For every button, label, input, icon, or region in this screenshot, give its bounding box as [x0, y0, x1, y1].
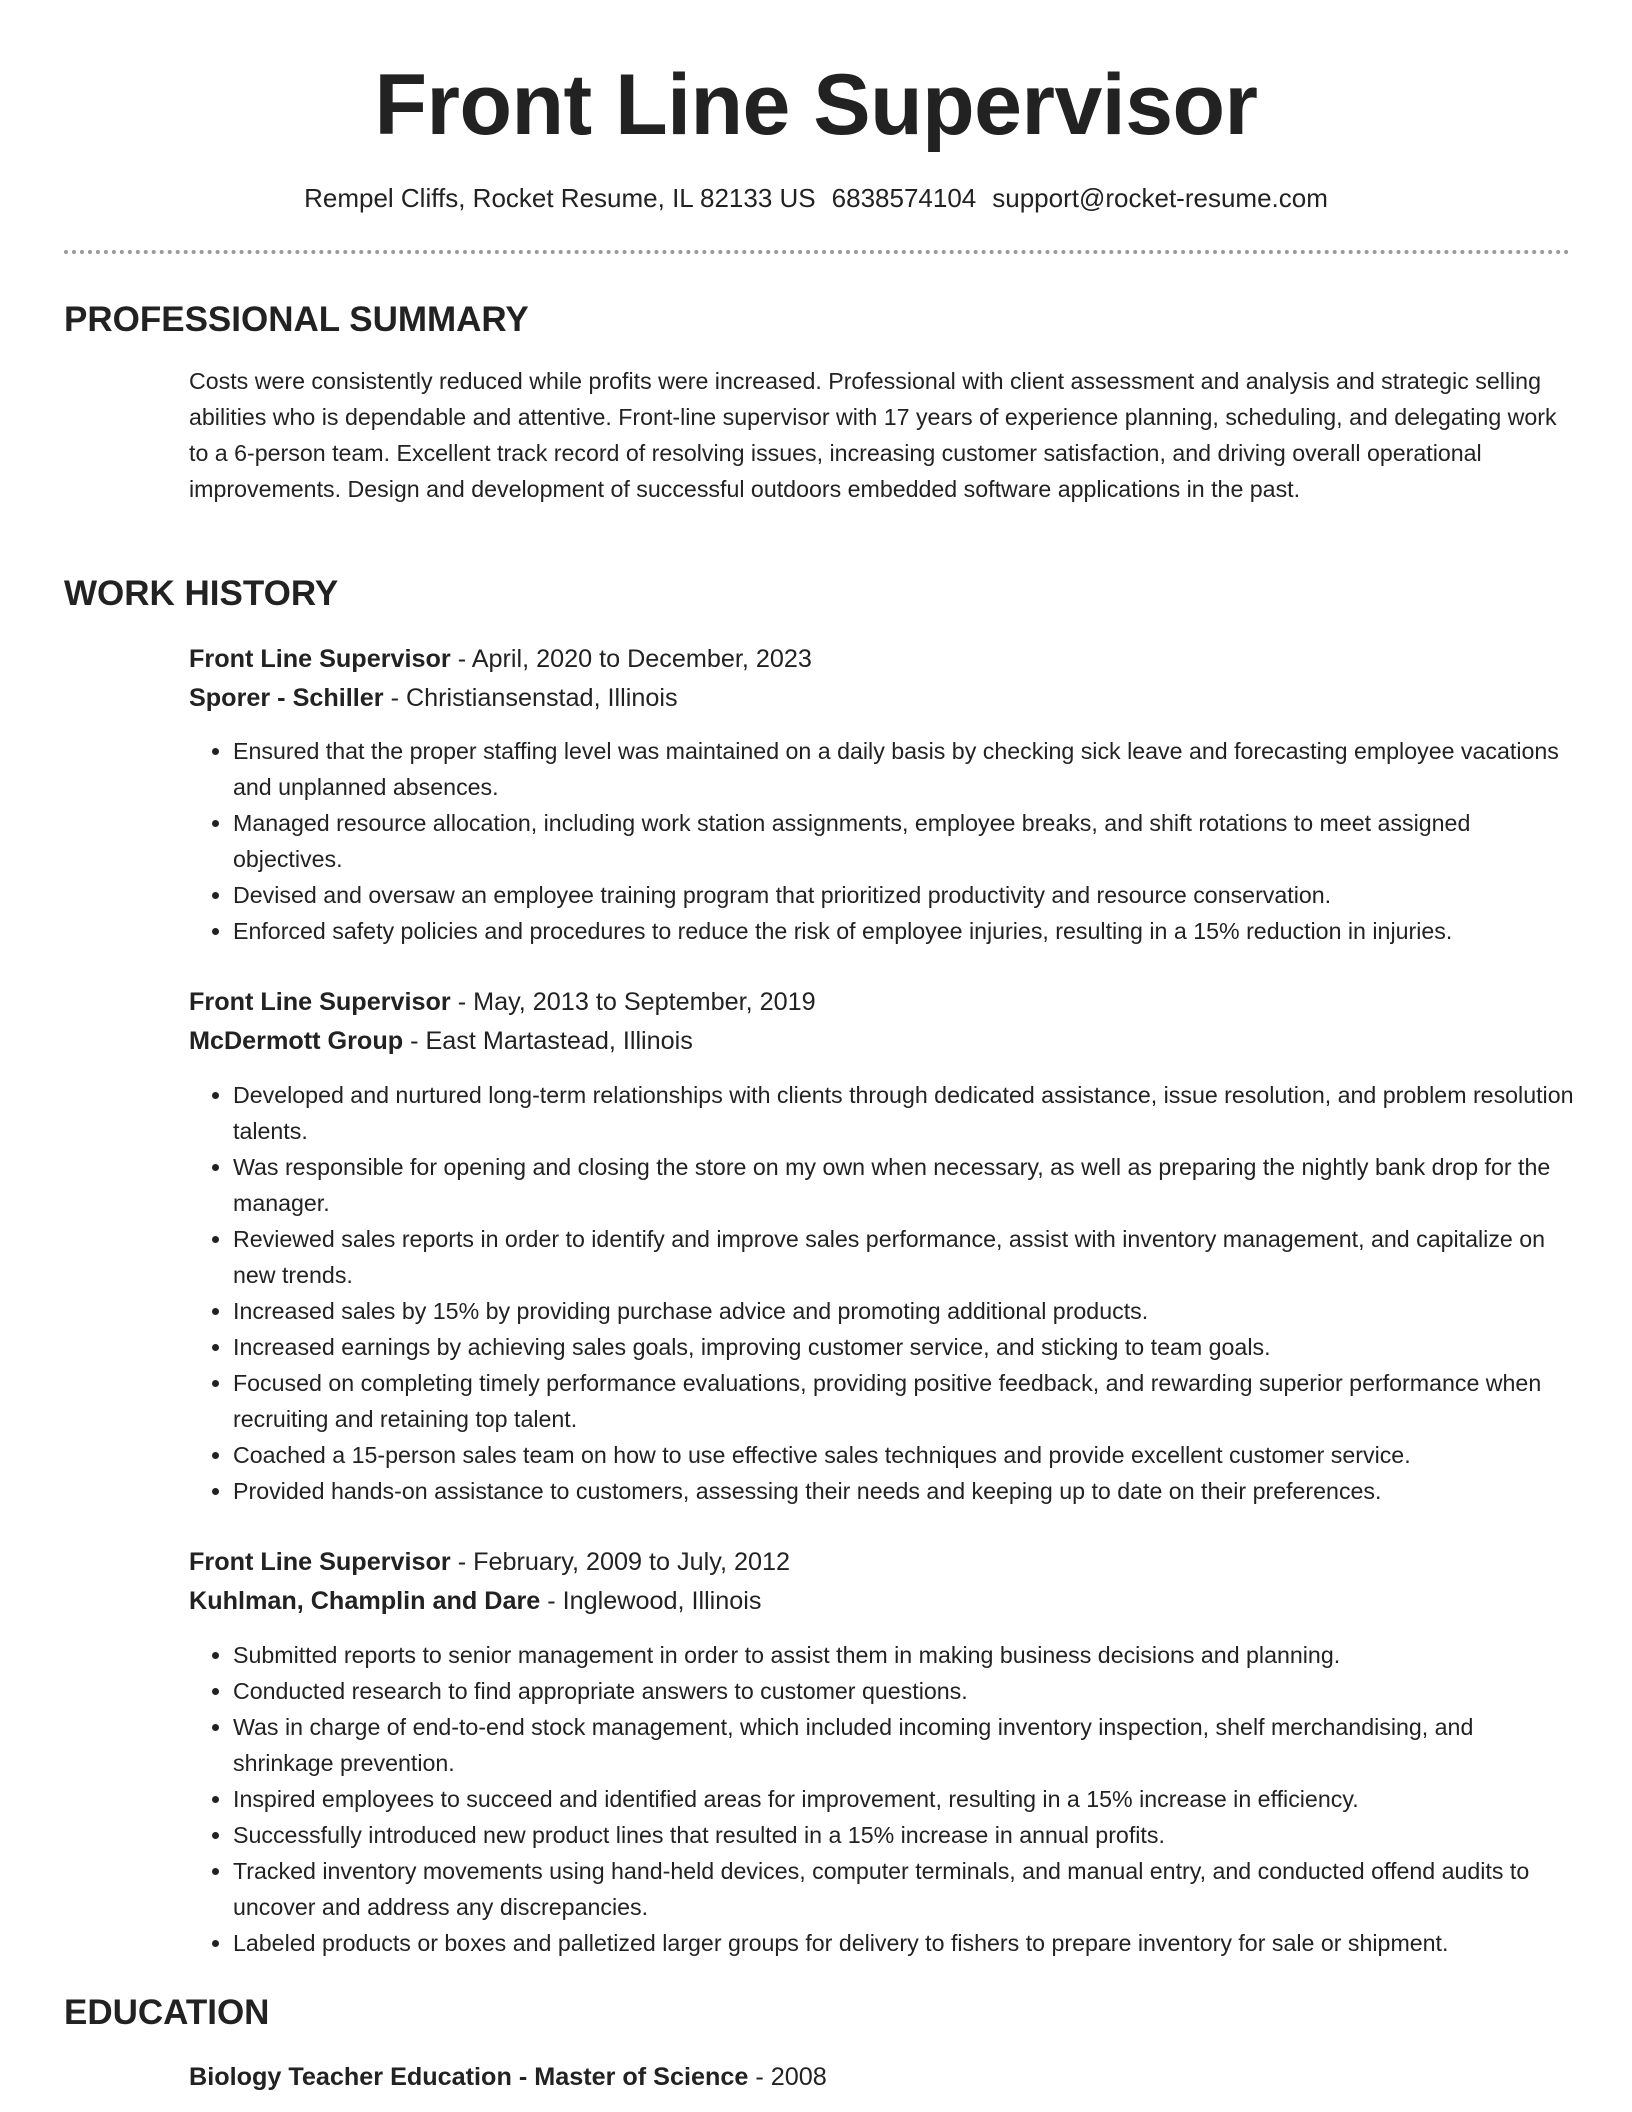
- education-year: - 2008: [748, 2063, 827, 2091]
- job-1-title-line: [189, 640, 812, 678]
- list-item: • Tracked inventory movements using hand-held devices, computer terminals, and manual entry, and conducted offend audits to uncover and address any discrepancies.: [233, 1853, 1579, 1925]
- contact-email[interactable]: support@rocket-resume.com: [992, 183, 1328, 213]
- contact-line: [0, 178, 1632, 218]
- list-item: • Managed resource allocation, including work station assignments, employee breaks, and shift rotations to meet assigned objectives.: [233, 805, 1579, 877]
- job-1-company-line: [189, 679, 678, 717]
- list-item: • Ensured that the proper staffing level was maintained on a daily basis by checking sick leave and forecasting employee vacations and unplanned absences.: [233, 733, 1579, 805]
- job-company: McDermott Group: [189, 1027, 404, 1055]
- job-3-company-line: [189, 1582, 761, 1620]
- job-3-bullets: [189, 1637, 1579, 1961]
- list-item: • Submitted reports to senior management in order to assist them in making business decisions and planning.: [233, 1637, 1579, 1673]
- list-item: • Increased earnings by achieving sales goals, improving customer service, and sticking to team goals.: [233, 1329, 1579, 1365]
- list-item: • Reviewed sales reports in order to identify and improve sales performance, assist with inventory management, and capitalize on new trends.: [233, 1221, 1579, 1293]
- list-item: • Devised and oversaw an employee training program that prioritized productivity and resource conservation.: [233, 877, 1579, 913]
- list-item: • Was in charge of end-to-end stock management, which included incoming inventory inspection, shelf merchandising, and shrinkage prevention.: [233, 1709, 1579, 1781]
- education-heading: EDUCATION: [64, 1993, 270, 2032]
- job-title: Front Line Supervisor: [189, 645, 451, 673]
- job-location: - Christiansenstad, Illinois: [383, 684, 678, 712]
- list-item: • Increased sales by 15% by providing purchase advice and promoting additional products.: [233, 1293, 1579, 1329]
- list-item: • Provided hands-on assistance to customers, assessing their needs and keeping up to date on their preferences.: [233, 1473, 1579, 1509]
- list-item: • Coached a 15-person sales team on how to use effective sales techniques and provide excellent customer service.: [233, 1437, 1579, 1473]
- job-location: - East Martastead, Illinois: [403, 1027, 693, 1055]
- list-item: • Conducted research to find appropriate answers to customer questions.: [233, 1673, 1579, 1709]
- education-degree: Biology Teacher Education - Master of Science: [189, 2063, 749, 2091]
- resume-name: Front Line Supervisor: [374, 57, 1258, 153]
- job-2-title-line: [189, 983, 816, 1021]
- list-item: • Inspired employees to succeed and identified areas for improvement, resulting in a 15% increase in efficiency.: [233, 1781, 1579, 1817]
- list-item: • Successfully introduced new product lines that resulted in a 15% increase in annual profits.: [233, 1817, 1579, 1853]
- job-2-company-line: [189, 1022, 693, 1060]
- list-item: • Was responsible for opening and closing the store on my own when necessary, as well as preparing the nightly bank drop for the manager.: [233, 1149, 1579, 1221]
- work-history-heading: WORK HISTORY: [64, 574, 339, 613]
- job-dates: - April, 2020 to December, 2023: [450, 645, 812, 673]
- contact-address: Rempel Cliffs, Rocket Resume, IL 82133 US: [304, 183, 816, 213]
- header-divider: [64, 250, 1570, 254]
- job-title: Front Line Supervisor: [189, 1548, 451, 1576]
- education-degree-line: [189, 2058, 827, 2096]
- job-3-title-line: [189, 1543, 790, 1581]
- job-dates: - May, 2013 to September, 2019: [450, 988, 816, 1016]
- job-location: - Inglewood, Illinois: [540, 1587, 762, 1615]
- list-item: • Developed and nurtured long-term relationships with clients through dedicated assistance, issue resolution, and problem resolution talents.: [233, 1077, 1579, 1149]
- job-company: Kuhlman, Champlin and Dare: [189, 1587, 541, 1615]
- list-item: • Labeled products or boxes and palletized larger groups for delivery to fishers to prepare inventory for sale or shipment.: [233, 1925, 1579, 1961]
- job-2-bullets: [189, 1077, 1579, 1509]
- contact-phone: 6838574104: [831, 183, 977, 213]
- job-company: Sporer - Schiller: [189, 684, 384, 712]
- job-dates: - February, 2009 to July, 2012: [450, 1548, 790, 1576]
- list-item: • Focused on completing timely performance evaluations, providing positive feedback, and rewarding superior performance when recruiting and retaining top talent.: [233, 1365, 1579, 1437]
- list-item: • Enforced safety policies and procedures to reduce the risk of employee injuries, resulting in a 15% reduction in injuries.: [233, 913, 1579, 949]
- summary-text: Costs were consistently reduced while profits were increased. Professional with client assessment and analysis and strategic selling abilities who is dependable and attentive. Front-line supervisor with 17 years of experience planning, scheduling, and delegating work to a 6-person team. Excellent track record of resolving issues, increasing customer satisfaction, and driving overall operational improvements. Design and development of successful outdoors embedded software applications in the past.: [189, 368, 1557, 502]
- job-title: Front Line Supervisor: [189, 988, 451, 1016]
- job-1-bullets: [189, 733, 1579, 949]
- summary-heading: PROFESSIONAL SUMMARY: [64, 300, 529, 339]
